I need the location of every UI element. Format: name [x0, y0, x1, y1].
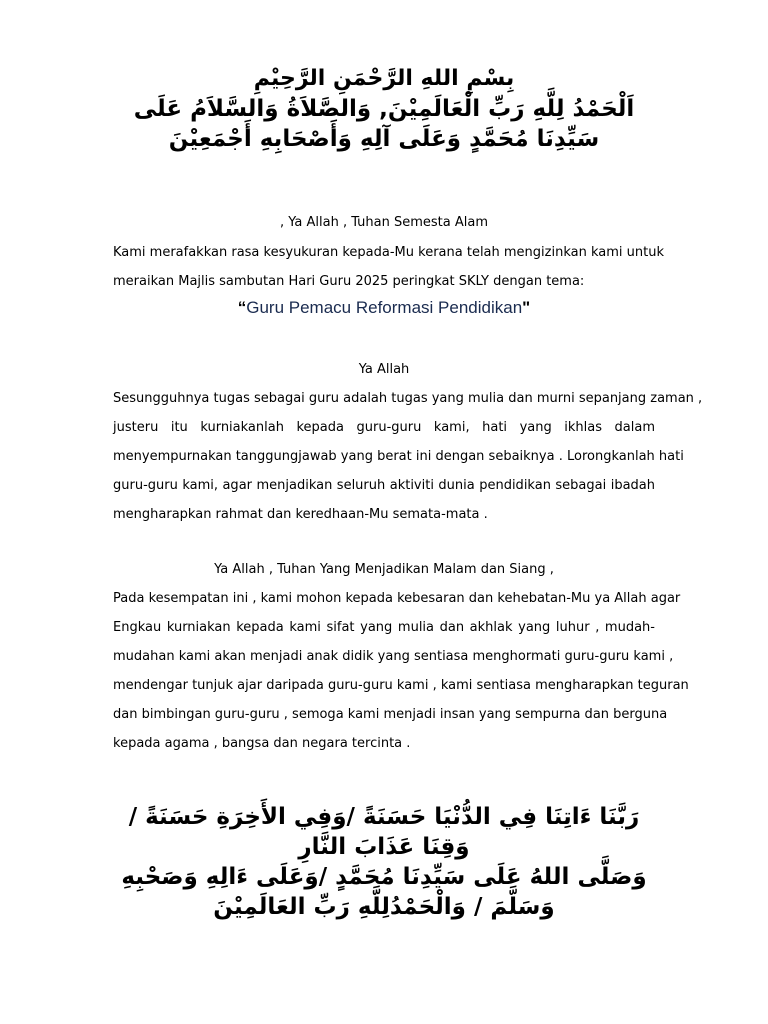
opening-arabic-prayer [100, 64, 668, 154]
paragraph-line: meraikan Majlis sambutan Hari Guru 2025 peringkat SKLY dengan tema: [113, 274, 585, 289]
paragraph-line: Engkau kurniakan kepada kami sifat yang mulia dan akhlak yang luhur , mudah- [113, 620, 655, 635]
theme-title [113, 298, 655, 318]
opening-praise-line: اَلْحَمْدُ لِلَّهِ رَبِّ الْعَالَمِيْنَ, وَالصَّلاَةُ وَالسَّلاَمُ عَلَى [133, 96, 635, 122]
paragraph-line: justeru itu kurniakanlah kepada guru-guru kami, hati yang ikhlas dalam [113, 420, 655, 435]
paragraph-line: kepada agama , bangsa dan negara tercinta . [113, 736, 411, 751]
paragraph-line: menyempurnakan tanggungjawab yang berat ini dengan sebaiknya . Lorongkanlah hati [113, 449, 684, 464]
section2-heading: Ya Allah [358, 362, 410, 377]
paragraph-line: mendengar tunjuk ajar daripada guru-guru kami , kami sentiasa mengharapkan teguran [113, 678, 689, 693]
paragraph-line: Kami merafakkan rasa kesyukuran kepada-Mu kerana telah mengizinkan kami untuk [113, 245, 664, 260]
section1-paragraph [113, 238, 664, 296]
section3-paragraph [113, 584, 689, 758]
closing-arabic-prayer [96, 802, 672, 922]
opening-salawat-line: سَيِّدِنَا مُحَمَّدٍ وَعَلَى آلِهِ وَأَصْحَابِهِ أَجْمَعِيْنَ [168, 126, 600, 152]
section2-paragraph [113, 384, 703, 529]
closing-dua-line: رَبَّنَا ءَاتِنَا فِي الدُّنْيَا حَسَنَةً /وَفِي الأَخِرَةِ حَسَنَةً / [128, 804, 640, 830]
section1-heading: , Ya Allah , Tuhan Semesta Alam [279, 215, 489, 230]
closing-salawat-line: وَصَلَّى اللهُ عَلَى سَيِّدِنَا مُحَمَّدٍ /وَعَلَى ءَالِهِ وَصَحْبِهِ [121, 864, 647, 890]
closing-dua-line: وَقِنَا عَذَابَ النَّارِ [298, 834, 470, 860]
paragraph-line: Sesungguhnya tugas sebagai guru adalah tugas yang mulia dan murni sepanjang zaman , [113, 391, 703, 406]
theme-open-quote: “ [237, 298, 247, 317]
section3-heading: Ya Allah , Tuhan Yang Menjadikan Malam dan Siang , [214, 562, 554, 577]
basmalah: بِسْمِ اللهِ الرَّحْمَنِ الرَّحِيْمِ [253, 66, 515, 91]
paragraph-line: Pada kesempatan ini , kami mohon kepada kebesaran dan kehebatan-Mu ya Allah agar [113, 591, 681, 606]
theme-close-quote: " [522, 298, 531, 317]
paragraph-line: dan bimbingan guru-guru , semoga kami menjadi insan yang sempurna dan berguna [113, 707, 668, 722]
paragraph-line: guru-guru kami, agar menjadikan seluruh aktiviti dunia pendidikan sebagai ibadah [113, 478, 655, 493]
paragraph-line: mengharapkan rahmat dan keredhaan-Mu semata-mata . [113, 507, 488, 522]
theme-text: Guru Pemacu Reformasi Pendidikan [246, 298, 523, 317]
closing-hamdalah-line: وَسَلَّمَ / وَالْحَمْدُلِلَّهِ رَبِّ العَالَمِيْنَ [213, 894, 555, 920]
paragraph-line: mudahan kami akan menjadi anak didik yang sentiasa menghormati guru-guru kami , [113, 649, 674, 664]
